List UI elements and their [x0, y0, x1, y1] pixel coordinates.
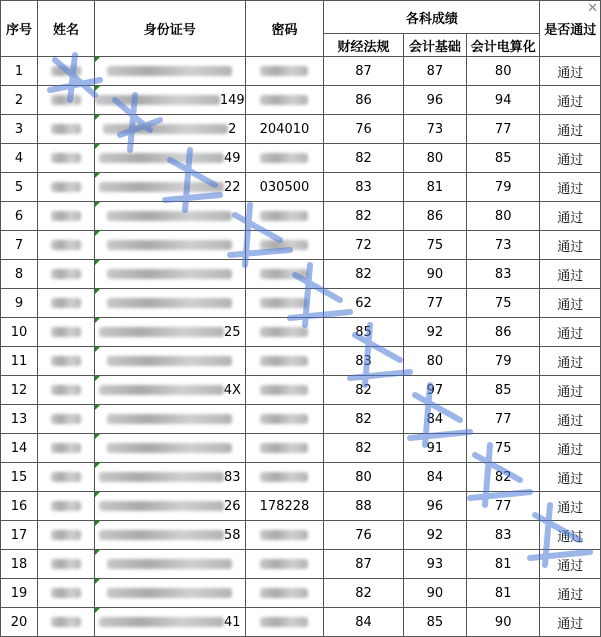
header-pass-status: 是否通过 — [540, 1, 601, 57]
redacted-name — [51, 501, 81, 511]
row-pass-status: 通过 — [540, 115, 601, 144]
redacted-password — [260, 617, 308, 627]
row-score-1: 88 — [324, 492, 404, 521]
row-seq: 18 — [1, 550, 38, 579]
redacted-id — [99, 530, 224, 540]
id-tail: 41 — [224, 614, 241, 630]
row-pass-status: 通过 — [540, 86, 601, 115]
row-score-3: 77 — [466, 492, 540, 521]
row-score-2: 86 — [403, 202, 466, 231]
table-row — [1, 376, 601, 405]
row-score-2: 96 — [403, 492, 466, 521]
row-name-redacted — [38, 57, 95, 86]
redacted-name — [51, 530, 81, 540]
row-id-number — [94, 86, 245, 115]
row-score-1: 62 — [324, 289, 404, 318]
id-tail: 22 — [224, 179, 241, 195]
row-seq: 7 — [1, 231, 38, 260]
redacted-id — [107, 240, 232, 250]
row-pass-status: 通过 — [540, 57, 601, 86]
row-id-number — [94, 521, 245, 550]
row-score-2: 81 — [403, 173, 466, 202]
row-score-3: 75 — [466, 289, 540, 318]
row-password — [245, 173, 323, 202]
redacted-id — [107, 211, 232, 221]
row-score-1: 86 — [324, 86, 404, 115]
row-id-number — [94, 202, 245, 231]
redacted-name — [51, 298, 81, 308]
redacted-name — [51, 617, 81, 627]
redacted-id — [107, 588, 232, 598]
row-score-1: 82 — [324, 144, 404, 173]
row-seq: 5 — [1, 173, 38, 202]
header-name: 姓名 — [38, 1, 95, 57]
password-visible: 178228 — [259, 498, 310, 514]
row-score-3: 83 — [466, 260, 540, 289]
header-id-number: 身份证号 — [94, 1, 245, 57]
header-subject-2: 会计基础 — [403, 34, 466, 57]
cell-flag-icon — [95, 202, 100, 207]
cell-flag-icon — [95, 492, 100, 497]
id-tail: 49 — [224, 150, 241, 166]
row-pass-status: 通过 — [540, 434, 601, 463]
row-password — [245, 550, 323, 579]
redacted-id — [107, 559, 232, 569]
row-id-number — [94, 376, 245, 405]
row-score-1: 82 — [324, 579, 404, 608]
redacted-name — [51, 95, 81, 105]
row-name-redacted — [38, 376, 95, 405]
table-row — [1, 202, 601, 231]
row-password — [245, 57, 323, 86]
row-name-redacted — [38, 289, 95, 318]
row-seq: 9 — [1, 289, 38, 318]
redacted-name — [51, 124, 81, 134]
row-pass-status: 通过 — [540, 550, 601, 579]
row-id-number — [94, 347, 245, 376]
header-password: 密码 — [245, 1, 323, 57]
redacted-name — [51, 153, 81, 163]
row-score-2: 90 — [403, 579, 466, 608]
row-name-redacted — [38, 405, 95, 434]
cell-flag-icon — [95, 260, 100, 265]
row-score-1: 82 — [324, 405, 404, 434]
row-pass-status: 通过 — [540, 260, 601, 289]
id-tail: 58 — [224, 527, 241, 543]
row-seq: 10 — [1, 318, 38, 347]
row-name-redacted — [38, 318, 95, 347]
row-score-1: 80 — [324, 463, 404, 492]
row-seq: 20 — [1, 608, 38, 637]
row-id-number — [94, 405, 245, 434]
redacted-id — [107, 298, 232, 308]
table-body — [1, 57, 601, 637]
header-subject-1: 财经法规 — [324, 34, 404, 57]
redacted-password — [260, 385, 308, 395]
row-score-3: 85 — [466, 144, 540, 173]
redacted-name — [51, 211, 81, 221]
row-pass-status: 通过 — [540, 405, 601, 434]
redacted-id — [99, 182, 224, 192]
cell-flag-icon — [95, 144, 100, 149]
row-password — [245, 521, 323, 550]
row-pass-status: 通过 — [540, 608, 601, 637]
table-row — [1, 115, 601, 144]
cell-flag-icon — [95, 115, 100, 120]
row-score-3: 73 — [466, 231, 540, 260]
row-score-1: 82 — [324, 376, 404, 405]
row-id-number — [94, 434, 245, 463]
redacted-name — [51, 269, 81, 279]
row-score-2: 91 — [403, 434, 466, 463]
row-name-redacted — [38, 434, 95, 463]
table-row — [1, 57, 601, 86]
cell-flag-icon — [95, 434, 100, 439]
redacted-name — [51, 588, 81, 598]
cell-flag-icon — [95, 347, 100, 352]
row-name-redacted — [38, 492, 95, 521]
table-row — [1, 173, 601, 202]
redacted-name — [51, 327, 81, 337]
row-score-3: 80 — [466, 202, 540, 231]
redacted-password — [260, 95, 308, 105]
row-password — [245, 115, 323, 144]
row-name-redacted — [38, 202, 95, 231]
row-seq: 2 — [1, 86, 38, 115]
row-password — [245, 289, 323, 318]
row-name-redacted — [38, 579, 95, 608]
row-id-number — [94, 173, 245, 202]
row-score-2: 96 — [403, 86, 466, 115]
row-score-3: 90 — [466, 608, 540, 637]
row-score-3: 77 — [466, 115, 540, 144]
row-seq: 6 — [1, 202, 38, 231]
redacted-password — [260, 269, 308, 279]
row-score-1: 72 — [324, 231, 404, 260]
row-score-3: 77 — [466, 405, 540, 434]
row-seq: 16 — [1, 492, 38, 521]
redacted-password — [260, 240, 308, 250]
table-row — [1, 434, 601, 463]
row-pass-status: 通过 — [540, 289, 601, 318]
row-score-3: 94 — [466, 86, 540, 115]
row-name-redacted — [38, 231, 95, 260]
row-password — [245, 579, 323, 608]
id-tail: 26 — [224, 498, 241, 514]
row-score-1: 83 — [324, 173, 404, 202]
redacted-password — [260, 298, 308, 308]
row-score-3: 85 — [466, 376, 540, 405]
row-seq: 1 — [1, 57, 38, 86]
redacted-id — [103, 124, 228, 134]
row-score-2: 75 — [403, 231, 466, 260]
row-id-number — [94, 144, 245, 173]
row-score-2: 97 — [403, 376, 466, 405]
row-name-redacted — [38, 608, 95, 637]
row-pass-status: 通过 — [540, 202, 601, 231]
redacted-id — [107, 66, 232, 76]
table-row — [1, 231, 601, 260]
row-id-number — [94, 550, 245, 579]
cell-flag-icon — [95, 173, 100, 178]
redacted-password — [260, 588, 308, 598]
table-row — [1, 463, 601, 492]
redacted-id — [107, 414, 232, 424]
table-row — [1, 521, 601, 550]
row-score-2: 93 — [403, 550, 466, 579]
row-password — [245, 376, 323, 405]
table-row — [1, 260, 601, 289]
row-seq: 12 — [1, 376, 38, 405]
id-tail: 25 — [224, 324, 241, 340]
row-score-3: 75 — [466, 434, 540, 463]
row-id-number — [94, 260, 245, 289]
redacted-name — [51, 182, 81, 192]
row-pass-status: 通过 — [540, 347, 601, 376]
row-seq: 4 — [1, 144, 38, 173]
row-score-1: 87 — [324, 550, 404, 579]
row-score-3: 79 — [466, 347, 540, 376]
row-name-redacted — [38, 260, 95, 289]
row-score-1: 83 — [324, 347, 404, 376]
row-id-number — [94, 579, 245, 608]
row-score-2: 80 — [403, 144, 466, 173]
row-name-redacted — [38, 521, 95, 550]
row-name-redacted — [38, 115, 95, 144]
row-password — [245, 202, 323, 231]
cell-flag-icon — [95, 463, 100, 468]
table-row — [1, 550, 601, 579]
cell-flag-icon — [95, 405, 100, 410]
redacted-password — [260, 559, 308, 569]
redacted-id — [99, 472, 224, 482]
row-score-2: 90 — [403, 260, 466, 289]
row-seq: 14 — [1, 434, 38, 463]
close-icon[interactable]: ✕ — [587, 1, 598, 16]
redacted-name — [51, 356, 81, 366]
id-tail: 83 — [224, 469, 241, 485]
row-name-redacted — [38, 550, 95, 579]
row-pass-status: 通过 — [540, 463, 601, 492]
cell-flag-icon — [95, 57, 100, 62]
row-name-redacted — [38, 173, 95, 202]
row-pass-status: 通过 — [540, 173, 601, 202]
row-password — [245, 492, 323, 521]
redacted-password — [260, 530, 308, 540]
row-score-2: 87 — [403, 57, 466, 86]
row-pass-status: 通过 — [540, 579, 601, 608]
password-visible: 030500 — [259, 179, 310, 195]
row-seq: 17 — [1, 521, 38, 550]
header-subject-3: 会计电算化 — [466, 34, 540, 57]
redacted-password — [260, 153, 308, 163]
row-score-2: 84 — [403, 405, 466, 434]
row-score-1: 84 — [324, 608, 404, 637]
row-password — [245, 608, 323, 637]
row-password — [245, 260, 323, 289]
redacted-name — [51, 385, 81, 395]
id-tail: 4X — [223, 382, 241, 398]
redacted-id — [95, 95, 220, 105]
table-row — [1, 347, 601, 376]
redacted-password — [260, 327, 308, 337]
cell-flag-icon — [95, 550, 100, 555]
row-id-number — [94, 115, 245, 144]
row-pass-status: 通过 — [540, 144, 601, 173]
redacted-name — [51, 414, 81, 424]
row-score-2: 73 — [403, 115, 466, 144]
redacted-id — [107, 356, 232, 366]
password-visible: 204010 — [259, 121, 310, 137]
redacted-id — [99, 617, 224, 627]
row-password — [245, 318, 323, 347]
redacted-name — [51, 66, 81, 76]
table-row — [1, 144, 601, 173]
table-row — [1, 289, 601, 318]
row-id-number — [94, 608, 245, 637]
row-score-1: 87 — [324, 57, 404, 86]
table-row — [1, 608, 601, 637]
redacted-name — [51, 240, 81, 250]
row-pass-status: 通过 — [540, 521, 601, 550]
row-score-1: 82 — [324, 260, 404, 289]
cell-flag-icon — [95, 231, 100, 236]
row-seq: 13 — [1, 405, 38, 434]
row-score-3: 80 — [466, 57, 540, 86]
row-password — [245, 347, 323, 376]
row-seq: 11 — [1, 347, 38, 376]
redacted-id — [99, 153, 224, 163]
row-password — [245, 405, 323, 434]
table-row — [1, 86, 601, 115]
row-id-number — [94, 57, 245, 86]
row-score-1: 85 — [324, 318, 404, 347]
redacted-id — [107, 269, 232, 279]
cell-flag-icon — [95, 289, 100, 294]
id-tail: 149 — [219, 92, 245, 108]
cell-flag-icon — [95, 86, 100, 91]
row-id-number — [94, 463, 245, 492]
id-tail: 2 — [228, 121, 237, 137]
redacted-password — [260, 356, 308, 366]
row-pass-status: 通过 — [540, 376, 601, 405]
header-seq: 序号 — [1, 1, 38, 57]
redacted-name — [51, 443, 81, 453]
row-password — [245, 434, 323, 463]
row-name-redacted — [38, 463, 95, 492]
row-score-3: 83 — [466, 521, 540, 550]
header-scores-group: 各科成绩 — [324, 1, 540, 34]
row-pass-status: 通过 — [540, 492, 601, 521]
row-score-2: 77 — [403, 289, 466, 318]
row-name-redacted — [38, 347, 95, 376]
redacted-password — [260, 472, 308, 482]
row-score-2: 85 — [403, 608, 466, 637]
row-score-2: 80 — [403, 347, 466, 376]
row-id-number — [94, 492, 245, 521]
row-seq: 15 — [1, 463, 38, 492]
redacted-id — [99, 385, 224, 395]
row-score-3: 86 — [466, 318, 540, 347]
redacted-password — [260, 414, 308, 424]
row-score-2: 92 — [403, 318, 466, 347]
row-password — [245, 86, 323, 115]
row-id-number — [94, 318, 245, 347]
row-score-3: 81 — [466, 579, 540, 608]
row-seq: 3 — [1, 115, 38, 144]
redacted-password — [260, 66, 308, 76]
row-score-2: 84 — [403, 463, 466, 492]
row-seq: 19 — [1, 579, 38, 608]
cell-flag-icon — [95, 318, 100, 323]
row-score-1: 82 — [324, 434, 404, 463]
row-password — [245, 231, 323, 260]
row-seq: 8 — [1, 260, 38, 289]
redacted-id — [99, 501, 224, 511]
row-pass-status: 通过 — [540, 318, 601, 347]
row-name-redacted — [38, 86, 95, 115]
row-score-1: 76 — [324, 521, 404, 550]
cell-flag-icon — [95, 376, 100, 381]
table-row — [1, 492, 601, 521]
table-row — [1, 318, 601, 347]
row-id-number — [94, 289, 245, 318]
redacted-name — [51, 559, 81, 569]
redacted-id — [99, 327, 224, 337]
row-password — [245, 463, 323, 492]
row-score-1: 76 — [324, 115, 404, 144]
redacted-id — [107, 443, 232, 453]
cell-flag-icon — [95, 521, 100, 526]
row-score-2: 92 — [403, 521, 466, 550]
cell-flag-icon — [95, 579, 100, 584]
row-score-3: 82 — [466, 463, 540, 492]
row-pass-status: 通过 — [540, 231, 601, 260]
cell-flag-icon — [95, 608, 100, 613]
row-score-1: 82 — [324, 202, 404, 231]
row-password — [245, 144, 323, 173]
table-row — [1, 579, 601, 608]
redacted-password — [260, 211, 308, 221]
redacted-password — [260, 443, 308, 453]
row-name-redacted — [38, 144, 95, 173]
row-score-3: 81 — [466, 550, 540, 579]
row-score-3: 79 — [466, 173, 540, 202]
row-id-number — [94, 231, 245, 260]
redacted-name — [51, 472, 81, 482]
table-row — [1, 405, 601, 434]
